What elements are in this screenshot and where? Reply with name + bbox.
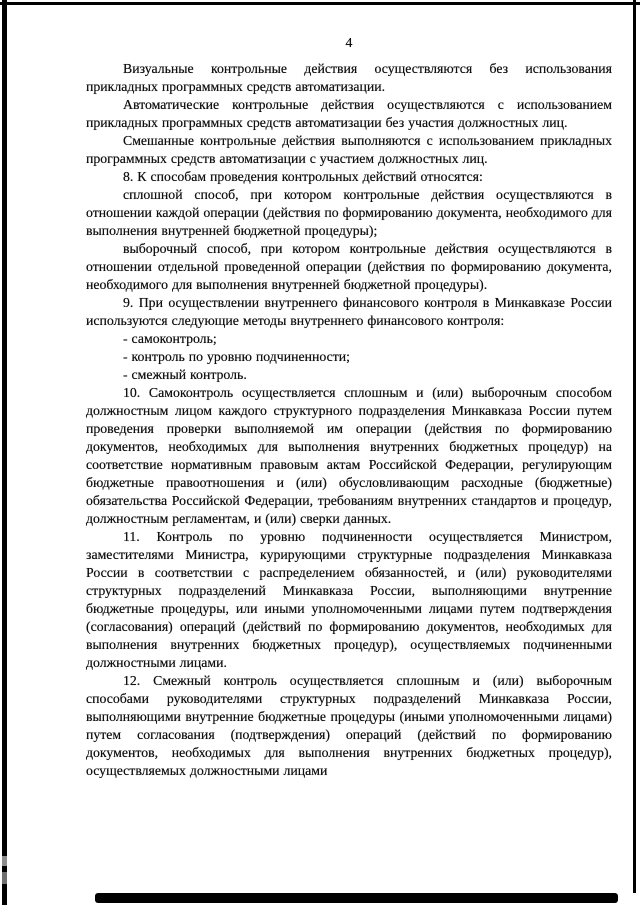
scan-edge-left: [2, 0, 7, 905]
paragraph: - самоконтроль;: [123, 331, 217, 346]
paragraph: Визуальные контрольные действия осуществляются без использования прикладных программных средств автоматизации.: [86, 61, 612, 94]
scan-edge-left-gap: [2, 856, 7, 866]
paragraph: Автоматические контрольные действия осуществляются с использованием прикладных программных средств автоматизации без участия должностных лиц.: [86, 97, 612, 130]
paragraph: 9. При осуществлении внутреннего финансового контроля в Минкавказе России используются следующие методы внутреннего финансового контроля:: [86, 295, 612, 328]
paragraph: выборочный способ, при котором контрольные действия осуществляются в отношении отдельной проведенной операции (действия по формированию документа, необходимого для выполнения внутренней бюджетной процедуры).: [86, 241, 612, 292]
paragraph: 10. Самоконтроль осуществляется сплошным и (или) выборочным способом должностным лицом каждого структурного подразделения Минкавказа России путем проведения проверки выполняемой им операции (действия по формированию документов, необходимых для выполнения внутренних бюджетных процедур) на соответствие нормативным правовым актам Российской Федерации, регулирующим бюджетные правоотношения и (или) обусловливающим расходные (бюджетные) обязательства Российской Федерации, требованиям внутренних стандартов и процедур, должностным регламентам, и (или) сверки данных.: [86, 385, 612, 526]
scan-edge-right: [633, 0, 636, 893]
paragraph-list: [86, 60, 612, 780]
paragraph: сплошной способ, при котором контрольные действия осуществляются в отношении каждой операции (действия по формированию документа, необходимого для выполнения внутренней бюджетной процедуры);: [86, 187, 612, 238]
page-number: 4: [345, 35, 353, 50]
scan-edge-bottom: [95, 893, 618, 903]
paragraph: 11. Контроль по уровню подчиненности осуществляется Министром, заместителями Министра, курирующими структурные подразделения Минкавказа России в соответствии с распределением обязанностей, и (или) руководителями структурных подразделений Минкавказа России, выполняющими внутренние бюджетные процедуры, или иными уполномоченными лицами путем подтверждения (согласования) операций (действий по формированию документов, необходимых для выполнения внутренних бюджетных процедур), осуществляемых подчиненными должностными лицами.: [86, 529, 612, 670]
paragraph: Смешанные контрольные действия выполняются с использованием прикладных программных средств автоматизации с участием должностных лиц.: [86, 133, 612, 166]
scan-edge-left-gap: [2, 872, 7, 884]
paragraph: - контроль по уровню подчиненности;: [123, 349, 350, 364]
paragraph: - смежный контроль.: [123, 367, 247, 382]
page-content: [86, 34, 612, 780]
paragraph: 12. Смежный контроль осуществляется сплошным и (или) выборочным способами руководителями структурных подразделений Минкавказа России, выполняющими внутренние бюджетные процедуры (иными уполномоченными лицами) путем согласования (подтверждения) операций (действий по формированию документов, необходимых для выполнения внутренних бюджетных процедур), осуществляемых должностными лицами: [86, 673, 612, 778]
paragraph: 8. К способам проведения контрольных действий относятся:: [123, 169, 483, 184]
scan-edge-top: [0, 2, 640, 5]
